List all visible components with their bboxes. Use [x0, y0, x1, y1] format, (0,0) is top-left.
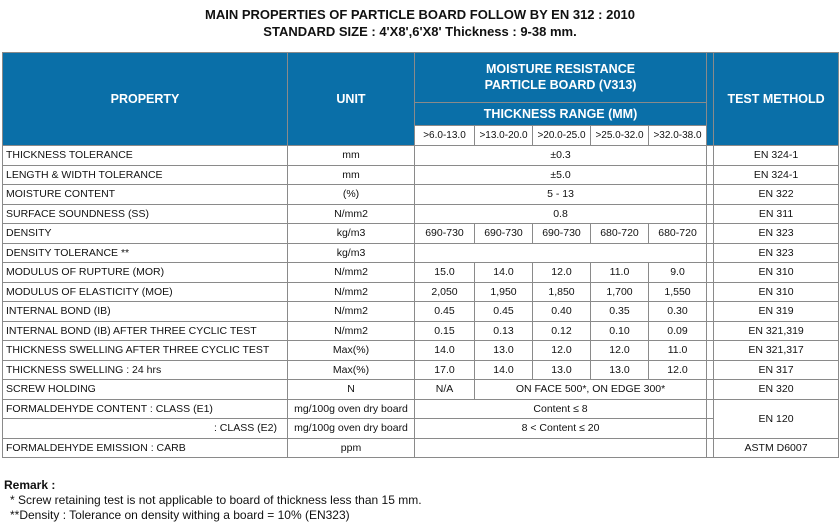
- method-cell: EN 324-1: [714, 146, 839, 166]
- property-cell: FORMALDEHYDE EMISSION : CARB: [3, 438, 288, 458]
- method-cell: EN 311: [714, 204, 839, 224]
- gap-cell: [707, 224, 714, 244]
- value-cell: 13.0: [475, 341, 533, 361]
- remark-title: Remark :: [4, 478, 56, 492]
- value-cell: 0.40: [533, 302, 591, 322]
- unit-cell: Max(%): [288, 360, 415, 380]
- value-cell: 0.13: [475, 321, 533, 341]
- table-row: [3, 185, 839, 205]
- gap-cell: [707, 399, 714, 419]
- header-property: PROPERTY: [3, 53, 288, 146]
- header-row-1: [3, 53, 839, 103]
- gap-cell: [707, 380, 714, 400]
- value-cell: 12.0: [533, 341, 591, 361]
- gap-cell: [707, 165, 714, 185]
- value-cell: 0.12: [533, 321, 591, 341]
- property-cell: DENSITY: [3, 224, 288, 244]
- property-cell: MODULUS OF ELASTICITY (MOE): [3, 282, 288, 302]
- header-group: [415, 53, 707, 103]
- properties-table: [2, 52, 839, 458]
- title-line-1: MAIN PROPERTIES OF PARTICLE BOARD FOLLOW BY EN 312 : 2010: [204, 7, 636, 22]
- table-row: [3, 321, 839, 341]
- property-cell: : CLASS (E2): [3, 419, 288, 439]
- range-1: >6.0-13.0: [415, 125, 475, 145]
- table-row: [3, 165, 839, 185]
- unit-cell: (%): [288, 185, 415, 205]
- gap-cell: [707, 263, 714, 283]
- table-row: [3, 302, 839, 322]
- value-cell: 11.0: [649, 341, 707, 361]
- table-row: [3, 399, 839, 419]
- value-cell: ON FACE 500*, ON EDGE 300*: [475, 380, 707, 400]
- value-cell: 0.45: [415, 302, 475, 322]
- property-cell: LENGTH & WIDTH TOLERANCE: [3, 165, 288, 185]
- value-cell: 13.0: [591, 360, 649, 380]
- value-cell: 0.45: [475, 302, 533, 322]
- value-cell: 690-730: [415, 224, 475, 244]
- value-cell: 690-730: [475, 224, 533, 244]
- property-cell: FORMALDEHYDE CONTENT : CLASS (E1): [3, 399, 288, 419]
- method-cell: EN 317: [714, 360, 839, 380]
- gap-cell: [707, 243, 714, 263]
- table-row: [3, 380, 839, 400]
- value-cell: 1,850: [533, 282, 591, 302]
- remark-line-1: * Screw retaining test is not applicable to board of thickness less than 15 mm.: [10, 493, 422, 507]
- page-title: [0, 6, 840, 40]
- table-row: [3, 419, 839, 439]
- range-4: >25.0-32.0: [591, 125, 649, 145]
- value-cell: 2,050: [415, 282, 475, 302]
- property-cell: SURFACE SOUNDNESS (SS): [3, 204, 288, 224]
- method-cell: EN 323: [714, 243, 839, 263]
- value-cell: 0.09: [649, 321, 707, 341]
- gap-cell: [707, 146, 714, 166]
- table-row: [3, 438, 839, 458]
- method-cell: EN 321,319: [714, 321, 839, 341]
- table-row: [3, 282, 839, 302]
- value-cell: 680-720: [649, 224, 707, 244]
- method-cell: EN 323: [714, 224, 839, 244]
- gap-cell: [707, 302, 714, 322]
- method-cell: EN 310: [714, 282, 839, 302]
- value-cell: [415, 438, 707, 458]
- value-cell: ±0.3: [415, 146, 707, 166]
- value-cell: 11.0: [591, 263, 649, 283]
- value-cell: 9.0: [649, 263, 707, 283]
- method-cell: EN 322: [714, 185, 839, 205]
- value-cell: 14.0: [475, 360, 533, 380]
- unit-cell: mg/100g oven dry board: [288, 419, 415, 439]
- value-cell: 8 < Content ≤ 20: [415, 419, 707, 439]
- property-cell: INTERNAL BOND (IB): [3, 302, 288, 322]
- unit-cell: N: [288, 380, 415, 400]
- value-cell: [415, 243, 707, 263]
- range-2: >13.0-20.0: [475, 125, 533, 145]
- unit-cell: N/mm2: [288, 263, 415, 283]
- unit-cell: Max(%): [288, 341, 415, 361]
- value-cell: 0.15: [415, 321, 475, 341]
- value-cell: 14.0: [475, 263, 533, 283]
- value-cell: 12.0: [649, 360, 707, 380]
- table-row: [3, 243, 839, 263]
- unit-cell: mm: [288, 165, 415, 185]
- value-cell: 680-720: [591, 224, 649, 244]
- value-cell: 690-730: [533, 224, 591, 244]
- table-row: [3, 224, 839, 244]
- unit-cell: N/mm2: [288, 302, 415, 322]
- value-cell: 1,700: [591, 282, 649, 302]
- value-cell: 0.35: [591, 302, 649, 322]
- property-cell: INTERNAL BOND (IB) AFTER THREE CYCLIC TEST: [3, 321, 288, 341]
- range-5: >32.0-38.0: [649, 125, 707, 145]
- value-cell: 5 - 13: [415, 185, 707, 205]
- value-cell: 15.0: [415, 263, 475, 283]
- header-group-line-1: MOISTURE RESISTANCE: [485, 62, 636, 77]
- value-cell: 0.8: [415, 204, 707, 224]
- property-cell: SCREW HOLDING: [3, 380, 288, 400]
- table-row: [3, 146, 839, 166]
- property-cell: THICKNESS SWELLING AFTER THREE CYCLIC TEST: [3, 341, 288, 361]
- unit-cell: kg/m3: [288, 224, 415, 244]
- property-cell: MODULUS OF RUPTURE (MOR): [3, 263, 288, 283]
- gap-cell: [707, 321, 714, 341]
- value-cell: 14.0: [415, 341, 475, 361]
- header-thickness-range: THICKNESS RANGE (MM): [415, 102, 707, 125]
- gap-cell: [707, 282, 714, 302]
- method-cell: EN 120: [714, 399, 839, 438]
- property-cell: DENSITY TOLERANCE **: [3, 243, 288, 263]
- value-cell: 13.0: [533, 360, 591, 380]
- value-cell: Content ≤ 8: [415, 399, 707, 419]
- method-cell: EN 324-1: [714, 165, 839, 185]
- gap-cell: [707, 419, 714, 439]
- value-cell: N/A: [415, 380, 475, 400]
- table-row: [3, 263, 839, 283]
- value-cell: 1,550: [649, 282, 707, 302]
- table-row: [3, 204, 839, 224]
- table-row: [3, 341, 839, 361]
- unit-cell: N/mm2: [288, 204, 415, 224]
- gap-cell: [707, 438, 714, 458]
- value-cell: 12.0: [533, 263, 591, 283]
- method-cell: EN 321,317: [714, 341, 839, 361]
- unit-cell: kg/m3: [288, 243, 415, 263]
- value-cell: ±5.0: [415, 165, 707, 185]
- value-cell: 17.0: [415, 360, 475, 380]
- unit-cell: ppm: [288, 438, 415, 458]
- method-cell: ASTM D6007: [714, 438, 839, 458]
- unit-cell: N/mm2: [288, 282, 415, 302]
- value-cell: 1,950: [475, 282, 533, 302]
- method-cell: EN 319: [714, 302, 839, 322]
- header-group-line-2: PARTICLE BOARD (V313): [484, 78, 637, 93]
- remark-line-2: **Density : Tolerance on density withing a board = 10% (EN323): [10, 508, 350, 522]
- header-test-method: TEST METHOLD: [714, 53, 839, 146]
- unit-cell: mg/100g oven dry board: [288, 399, 415, 419]
- value-cell: 0.30: [649, 302, 707, 322]
- gap-cell: [707, 341, 714, 361]
- title-line-2: STANDARD SIZE : 4'X8',6'X8' Thickness : 9-38 mm.: [263, 24, 577, 39]
- gap-cell: [707, 360, 714, 380]
- header-unit: UNIT: [288, 53, 415, 146]
- unit-cell: N/mm2: [288, 321, 415, 341]
- gap-cell: [707, 204, 714, 224]
- method-cell: EN 310: [714, 263, 839, 283]
- property-cell: THICKNESS TOLERANCE: [3, 146, 288, 166]
- unit-cell: mm: [288, 146, 415, 166]
- method-cell: EN 320: [714, 380, 839, 400]
- property-cell: THICKNESS SWELLING : 24 hrs: [3, 360, 288, 380]
- value-cell: 0.10: [591, 321, 649, 341]
- header-gap: [707, 53, 714, 146]
- remark-block: [4, 478, 422, 523]
- value-cell: 12.0: [591, 341, 649, 361]
- table-row: [3, 360, 839, 380]
- range-3: >20.0-25.0: [533, 125, 591, 145]
- property-cell: MOISTURE CONTENT: [3, 185, 288, 205]
- gap-cell: [707, 185, 714, 205]
